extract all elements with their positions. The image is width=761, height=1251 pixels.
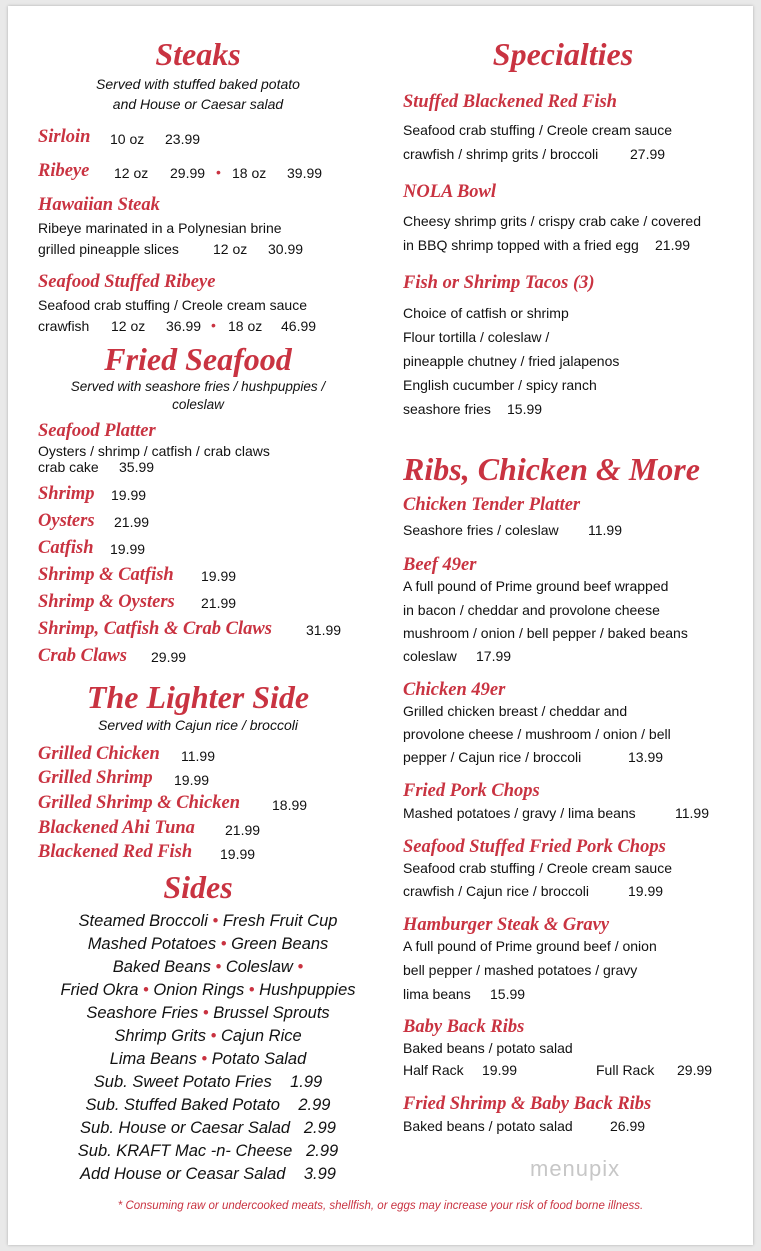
item-price: 36.99 xyxy=(166,318,202,334)
item-price: 11.99 xyxy=(588,522,622,538)
bullet-dot: • xyxy=(143,981,149,999)
steaks-note: Served with stuffed baked potato xyxy=(96,76,300,92)
item-description: English cucumber / spicy ranch xyxy=(403,377,597,393)
bullet-dot: • xyxy=(220,935,227,953)
side-extra-name: Add House or Ceasar Salad xyxy=(80,1165,286,1183)
item-hawaiian-steak: Hawaiian Steak xyxy=(38,195,160,215)
item-price: 21.99 xyxy=(114,514,150,530)
sides-extra xyxy=(38,1119,378,1138)
half-rack-label: Half Rack xyxy=(403,1062,464,1078)
item-description: Seafood crab stuffing / Creole cream sauce xyxy=(38,297,308,313)
item-fried: Shrimp xyxy=(38,484,95,504)
item-nola-bowl: NOLA Bowl xyxy=(403,182,497,202)
ribs-chicken-title: Ribs, Chicken & More xyxy=(403,451,700,487)
sides-line xyxy=(38,1050,378,1069)
item-description: pineapple chutney / fried jalapenos xyxy=(403,353,620,369)
sides-extra xyxy=(38,1096,378,1115)
item-sirloin: Sirloin xyxy=(38,127,91,147)
item-lighter: Grilled Chicken xyxy=(38,744,160,764)
item-ribeye: Ribeye xyxy=(38,161,90,181)
side-item: Green Beans xyxy=(231,935,329,953)
item-description: Flour tortilla / coleslaw / xyxy=(403,329,550,345)
item-size: 12 oz xyxy=(114,165,149,181)
item-description: Baked beans / potato salad xyxy=(403,1118,573,1134)
item-description: provolone cheese / mushroom / onion / bell xyxy=(403,726,671,742)
sides-title: Sides xyxy=(163,869,233,905)
item-price: 29.99 xyxy=(151,649,187,665)
item-price: 11.99 xyxy=(181,748,215,764)
side-item: Onion Rings xyxy=(153,981,245,999)
item-fried: Shrimp, Catfish & Crab Claws xyxy=(38,619,272,639)
item-description: seashore fries xyxy=(403,401,491,417)
item-fried: Catfish xyxy=(38,538,94,558)
item-description: crawfish xyxy=(38,318,90,334)
item-price: 27.99 xyxy=(630,146,666,162)
item-price: 39.99 xyxy=(287,165,323,181)
item-tacos: Fish or Shrimp Tacos (3) xyxy=(403,273,595,293)
item-lighter: Grilled Shrimp xyxy=(38,768,153,788)
item-lighter: Blackened Red Fish xyxy=(38,842,193,862)
sides-line xyxy=(38,912,378,931)
item-stuffed-red-fish: Stuffed Blackened Red Fish xyxy=(403,92,617,112)
item-description: lima beans xyxy=(403,986,471,1002)
item-size: 12 oz xyxy=(111,318,146,334)
item-lighter: Blackened Ahi Tuna xyxy=(38,818,195,838)
item-size: 12 oz xyxy=(213,241,248,257)
footnote: * Consuming raw or undercooked meats, shellfish, or eggs may increase your risk of food borne illness. xyxy=(117,1200,644,1212)
fried-note: Served with seashore fries / hushpuppies / xyxy=(70,379,326,394)
item-price: 21.99 xyxy=(655,237,691,253)
sides-extra xyxy=(38,1073,378,1092)
item-price: 15.99 xyxy=(490,986,526,1002)
item-description: grilled pineapple slices xyxy=(38,241,179,257)
item-stuffed-pork-chops: Seafood Stuffed Fried Pork Chops xyxy=(403,837,666,857)
bullet-dot: • xyxy=(202,1004,209,1022)
steaks-title: Steaks xyxy=(155,36,241,72)
item-size: 10 oz xyxy=(110,131,145,147)
bullet-dot: • xyxy=(216,164,221,180)
item-price: 19.99 xyxy=(111,487,147,503)
item-price: 17.99 xyxy=(476,648,512,664)
specialties-title: Specialties xyxy=(492,36,634,72)
item-description: pepper / Cajun rice / broccoli xyxy=(403,749,582,765)
fried-note: coleslaw xyxy=(172,397,224,412)
watermark: menupix xyxy=(530,1156,621,1181)
side-item: Coleslaw xyxy=(225,958,293,976)
item-price: 46.99 xyxy=(281,318,317,334)
side-item: Baked Beans xyxy=(112,958,211,976)
item-beef-49er: Beef 49er xyxy=(403,555,477,575)
bullet-dot: • xyxy=(297,958,304,976)
lighter-side-title: The Lighter Side xyxy=(86,679,310,715)
bullet-dot: • xyxy=(212,912,219,930)
side-item: Seashore Fries xyxy=(86,1004,199,1022)
side-item: Fried Okra xyxy=(60,981,139,999)
side-item: Hushpuppies xyxy=(259,981,356,999)
side-item: Potato Salad xyxy=(211,1050,307,1068)
item-price: 21.99 xyxy=(201,595,237,611)
item-description: Seafood crab stuffing / Creole cream sauce xyxy=(403,860,673,876)
item-description: crawfish / Cajun rice / broccoli xyxy=(403,883,589,899)
side-item: Lima Beans xyxy=(109,1050,197,1068)
item-fried: Shrimp & Catfish xyxy=(38,565,174,585)
item-price: 19.99 xyxy=(110,541,146,557)
fried-seafood-title: Fried Seafood xyxy=(104,341,292,377)
item-shrimp-and-ribs: Fried Shrimp & Baby Back Ribs xyxy=(403,1094,652,1114)
sides-line xyxy=(38,1004,378,1023)
side-item: Cajun Rice xyxy=(220,1027,302,1045)
item-price: 23.99 xyxy=(165,131,201,147)
full-rack-label: Full Rack xyxy=(596,1062,655,1078)
item-fried: Crab Claws xyxy=(38,646,127,666)
item-size: 18 oz xyxy=(228,318,263,334)
item-description: mushroom / onion / bell pepper / baked beans xyxy=(403,625,688,641)
item-fried: Shrimp & Oysters xyxy=(38,592,175,612)
item-description: Baked beans / potato salad xyxy=(403,1040,573,1056)
item-price: 29.99 xyxy=(677,1062,713,1078)
side-extra-name: Sub. KRAFT Mac -n- Cheese xyxy=(77,1142,293,1160)
sides-line xyxy=(38,1027,378,1046)
side-item: Brussel Sprouts xyxy=(213,1004,330,1022)
item-description: crab cake xyxy=(38,459,99,475)
item-description: coleslaw xyxy=(403,648,457,664)
item-size: 18 oz xyxy=(232,165,267,181)
item-description: Mashed potatoes / gravy / lima beans xyxy=(403,805,636,821)
item-price: 21.99 xyxy=(225,822,261,838)
item-price: 19.99 xyxy=(220,846,256,862)
item-price: 19.99 xyxy=(174,772,210,788)
sides-line xyxy=(38,935,378,954)
item-price: 19.99 xyxy=(201,568,237,584)
item-price: 13.99 xyxy=(628,749,664,765)
side-item: Shrimp Grits xyxy=(114,1027,206,1045)
menu-page xyxy=(8,6,753,1245)
sides-line xyxy=(38,958,378,977)
item-fried: Oysters xyxy=(38,511,95,531)
side-item: Mashed Potatoes xyxy=(87,935,217,953)
item-hamburger-steak: Hamburger Steak & Gravy xyxy=(403,915,610,935)
item-description: Oysters / shrimp / catfish / crab claws xyxy=(38,443,270,459)
item-price: 11.99 xyxy=(675,805,709,821)
bullet-dot: • xyxy=(201,1050,208,1068)
item-baby-back-ribs: Baby Back Ribs xyxy=(403,1017,525,1037)
item-price: 15.99 xyxy=(507,401,543,417)
item-price: 30.99 xyxy=(268,241,304,257)
item-seafood-platter: Seafood Platter xyxy=(38,421,156,441)
item-description: crawfish / shrimp grits / broccoli xyxy=(403,146,599,162)
bullet-dot: • xyxy=(211,317,216,333)
item-price: 18.99 xyxy=(272,797,308,813)
item-description: in bacon / cheddar and provolone cheese xyxy=(403,602,660,618)
item-description: Seafood crab stuffing / Creole cream sauce xyxy=(403,122,673,138)
item-description: Cheesy shrimp grits / crispy crab cake / covered xyxy=(403,213,701,229)
side-item: Steamed Broccoli xyxy=(78,912,208,930)
lighter-note: Served with Cajun rice / broccoli xyxy=(98,717,298,733)
bullet-dot: • xyxy=(210,1027,217,1045)
item-price: 29.99 xyxy=(170,165,206,181)
item-description: bell pepper / mashed potatoes / gravy xyxy=(403,962,638,978)
item-price: 19.99 xyxy=(628,883,664,899)
item-description: in BBQ shrimp topped with a fried egg xyxy=(403,237,639,253)
item-description: Seashore fries / coleslaw xyxy=(403,522,559,538)
item-description: Choice of catfish or shrimp xyxy=(403,305,569,321)
side-extra-name: Sub. Stuffed Baked Potato xyxy=(85,1096,280,1114)
side-extra-price: 1.99 xyxy=(290,1073,323,1091)
sides-line xyxy=(38,981,378,1000)
side-item: Fresh Fruit Cup xyxy=(222,912,338,930)
side-extra-name: Sub. House or Caesar Salad xyxy=(80,1119,291,1137)
side-extra-name: Sub. Sweet Potato Fries xyxy=(93,1073,272,1091)
bullet-dot: • xyxy=(215,958,222,976)
sides-extra xyxy=(38,1165,378,1184)
side-extra-price: 2.99 xyxy=(303,1119,336,1137)
item-description: Grilled chicken breast / cheddar and xyxy=(403,703,628,719)
item-price: 31.99 xyxy=(306,622,342,638)
item-description: Ribeye marinated in a Polynesian brine xyxy=(38,220,282,236)
steaks-note: and House or Caesar salad xyxy=(112,96,284,112)
item-lighter: Grilled Shrimp & Chicken xyxy=(38,793,240,813)
item-price: 35.99 xyxy=(119,459,155,475)
side-extra-price: 2.99 xyxy=(298,1096,331,1114)
bullet-dot: • xyxy=(248,981,255,999)
side-extra-price: 2.99 xyxy=(306,1142,339,1160)
item-description: A full pound of Prime ground beef / onion xyxy=(403,938,657,954)
item-seafood-stuffed-ribeye: Seafood Stuffed Ribeye xyxy=(38,272,216,292)
item-chicken-49er: Chicken 49er xyxy=(403,680,506,700)
item-price: 26.99 xyxy=(610,1118,646,1134)
item-description: A full pound of Prime ground beef wrapped xyxy=(403,578,669,594)
side-extra-price: 3.99 xyxy=(303,1165,336,1183)
item-fried-pork-chops: Fried Pork Chops xyxy=(403,781,540,801)
sides-extra xyxy=(38,1142,378,1161)
item-chicken-tender: Chicken Tender Platter xyxy=(403,495,581,515)
item-price: 19.99 xyxy=(482,1062,518,1078)
